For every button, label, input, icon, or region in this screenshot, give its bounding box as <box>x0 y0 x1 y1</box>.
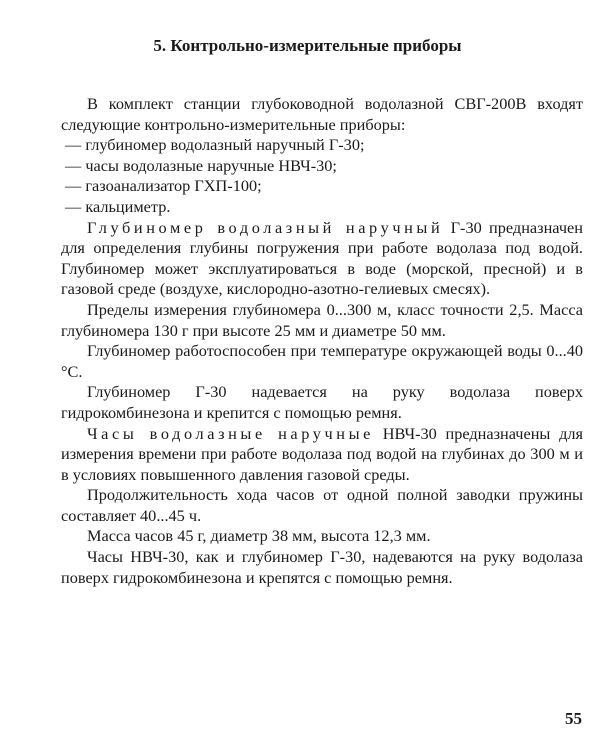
section-heading: 5. Контрольно-измерительные приборы <box>153 36 462 55</box>
section-body <box>61 94 583 588</box>
watch-mass: Масса часов 45 г, диаметр 38 мм, высота 12,3 мм. <box>87 526 431 546</box>
watch-wearing: Часы НВЧ-30, как и глубиномер Г-30, надеваются на руку водолаза поверх гидрокомбинезона и крепятся с помощью ремня. <box>61 547 583 587</box>
watch-duration: Продолжительность хода часов от одной полной заводки пружины составляет 40...45 ч. <box>61 485 583 525</box>
depth-gauge-range: Пределы измерения глубиномера 0...300 м, класс точности 2,5. Масса глубиномера 130 г при высоте 25 мм и диаметре 50 мм. <box>61 299 583 340</box>
depth-gauge-wearing: Глубиномер Г-30 надевается на руку водолаза поверх гидрокомбинезона и крепится с помощью ремня. <box>61 382 583 422</box>
intro-paragraph: В комплект станции глубоководной водолазной СВГ-200В входят следующие контрольно-измерительные приборы: <box>61 94 583 134</box>
list-item: — часы водолазные наручные НВЧ-30; <box>65 155 337 175</box>
page-number: 55 <box>565 709 582 728</box>
watch-description-text: НВЧ-30 предназначены для измерения времени при работе водолаза под водой на глубинах до 300 м и в условиях повышенного давления газовой среды. <box>61 423 583 484</box>
depth-gauge-description <box>61 218 583 300</box>
list-item: — газоанализатор ГХП-100; <box>65 176 262 196</box>
list-item: — кальциметр. <box>65 196 171 216</box>
depth-gauge-temperature: Глубиномер работоспособен при температуре окружающей воды 0...40 °С. <box>61 341 583 381</box>
depth-gauge-term: Глубиномер водолазный наручный <box>87 217 444 237</box>
instrument-list <box>61 135 583 217</box>
list-item: — глубиномер водолазный наручный Г-30; <box>65 135 365 155</box>
watch-term: Часы водолазные наручные <box>87 423 374 443</box>
depth-gauge-description-text: Г-30 предназначен для определения глубины погружения при работе водолаза под водой. Глубиномер может эксплуатироваться в воде (морской, пресной) и в газовой среде (воздухе, кислородно-азотно-гелиевых смесях). <box>61 217 583 299</box>
watch-description <box>61 424 583 486</box>
